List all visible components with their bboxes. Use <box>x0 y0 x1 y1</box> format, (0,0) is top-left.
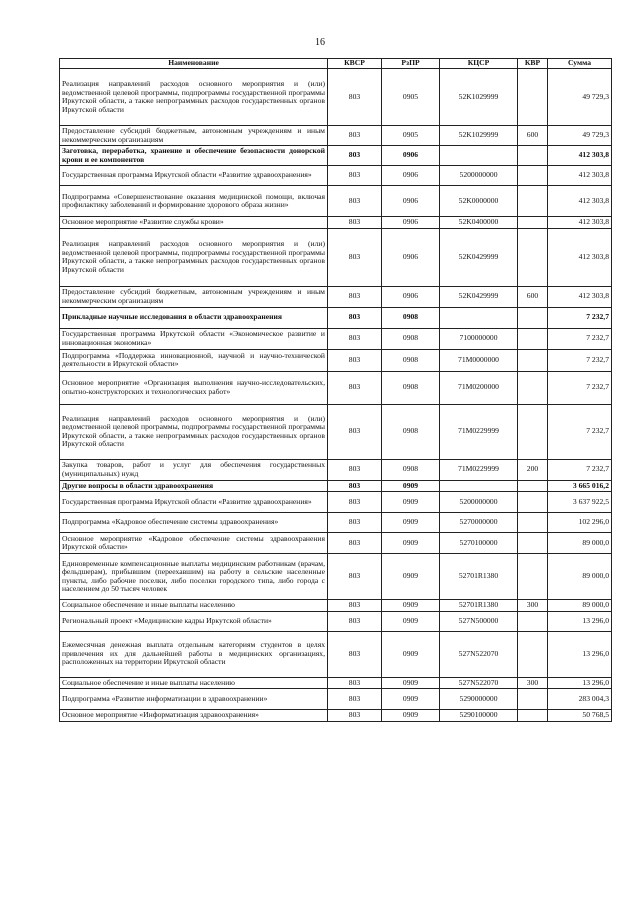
cell-rzpr: 0909 <box>382 600 440 612</box>
cell-kvsr: 803 <box>328 600 382 612</box>
cell-sum: 7 232,7 <box>548 459 612 480</box>
table-row <box>60 710 612 722</box>
table-row <box>60 677 612 689</box>
cell-kvsr: 803 <box>328 513 382 533</box>
cell-kvr <box>518 349 548 371</box>
cell-sum: 13 296,0 <box>548 611 612 631</box>
cell-kcsr <box>440 146 518 166</box>
cell-rzpr: 0909 <box>382 513 440 533</box>
cell-kvsr: 803 <box>328 459 382 480</box>
cell-kcsr: 52701R1380 <box>440 554 518 600</box>
cell-rzpr: 0908 <box>382 404 440 459</box>
cell-name: Закупка товаров, работ и услуг для обеспечения государственных (муниципальных) нужд <box>60 459 328 480</box>
cell-name: Предоставление субсидий бюджетным, автономным учреждениям и иным некоммерческим организациям <box>60 126 328 146</box>
cell-kcsr: 52K1029999 <box>440 69 518 126</box>
cell-name: Реализация направлений расходов основного мероприятия и (или) ведомственной целевой программы, подпрограммы государственной программы Иркутской области, а также непрограммных расходов государственных органов Иркутской области <box>60 404 328 459</box>
cell-kvr <box>518 166 548 186</box>
table-row <box>60 286 612 307</box>
cell-kcsr: 527N500000 <box>440 611 518 631</box>
cell-kvsr: 803 <box>328 689 382 710</box>
cell-kvsr: 803 <box>328 404 382 459</box>
table-row <box>60 492 612 513</box>
cell-kcsr: 5290000000 <box>440 689 518 710</box>
cell-sum: 412 303,8 <box>548 228 612 286</box>
cell-rzpr: 0908 <box>382 349 440 371</box>
cell-kvsr: 803 <box>328 492 382 513</box>
cell-name: Государственная программа Иркутской области «Развитие здравоохранения» <box>60 492 328 513</box>
cell-kvr <box>518 480 548 492</box>
cell-name: Подпрограмма «Совершенствование оказания медицинской помощи, включая профилактику заболеваний и формирование здорового образа жизни» <box>60 186 328 217</box>
table-row <box>60 404 612 459</box>
cell-name: Государственная программа Иркутской области «Экономическое развитие и инновационная экономика» <box>60 328 328 349</box>
cell-sum: 7 232,7 <box>548 328 612 349</box>
cell-kvr <box>518 146 548 166</box>
table-row <box>60 371 612 404</box>
cell-sum: 7 232,7 <box>548 371 612 404</box>
header-sum: Сумма <box>548 59 612 69</box>
cell-rzpr: 0909 <box>382 480 440 492</box>
cell-kcsr <box>440 480 518 492</box>
table-row <box>60 126 612 146</box>
cell-name: Подпрограмма «Развитие информатизации в здравоохранении» <box>60 689 328 710</box>
cell-kcsr: 5270000000 <box>440 513 518 533</box>
cell-name: Подпрограмма «Поддержка инновационной, научной и научно-технической деятельности в Иркутской области» <box>60 349 328 371</box>
cell-kcsr <box>440 307 518 328</box>
cell-kvsr: 803 <box>328 307 382 328</box>
table-row <box>60 533 612 554</box>
cell-kvr: 300 <box>518 677 548 689</box>
cell-sum: 102 296,0 <box>548 513 612 533</box>
cell-rzpr: 0909 <box>382 611 440 631</box>
cell-name: Подпрограмма «Кадровое обеспечение системы здравоохранения» <box>60 513 328 533</box>
cell-kvsr: 803 <box>328 611 382 631</box>
cell-rzpr: 0906 <box>382 146 440 166</box>
cell-rzpr: 0906 <box>382 166 440 186</box>
cell-kvr: 600 <box>518 126 548 146</box>
cell-kcsr: 52K0429999 <box>440 228 518 286</box>
cell-kcsr: 5270100000 <box>440 533 518 554</box>
cell-kcsr: 52K0000000 <box>440 186 518 217</box>
cell-kcsr: 5200000000 <box>440 492 518 513</box>
cell-kcsr: 52K0429999 <box>440 286 518 307</box>
header-kcsr: КЦСР <box>440 59 518 69</box>
cell-rzpr: 0908 <box>382 459 440 480</box>
cell-kvr <box>518 404 548 459</box>
cell-rzpr: 0909 <box>382 554 440 600</box>
cell-name: Реализация направлений расходов основного мероприятия и (или) ведомственной целевой программы, подпрограммы государственной программы Иркутской области, а также непрограммных расходов государственных органов Иркутской области <box>60 69 328 126</box>
cell-sum: 7 232,7 <box>548 404 612 459</box>
cell-name: Основное мероприятие «Кадровое обеспечение системы здравоохранения Иркутской области» <box>60 533 328 554</box>
cell-name: Заготовка, переработка, хранение и обеспечение безопасности донорской крови и ее компонентов <box>60 146 328 166</box>
cell-name: Государственная программа Иркутской области «Развитие здравоохранения» <box>60 166 328 186</box>
cell-sum: 89 000,0 <box>548 533 612 554</box>
cell-kvr <box>518 492 548 513</box>
cell-name: Региональный проект «Медицинские кадры Иркутской области» <box>60 611 328 631</box>
table-row <box>60 631 612 677</box>
cell-kcsr: 7100000000 <box>440 328 518 349</box>
cell-sum: 50 768,5 <box>548 710 612 722</box>
cell-kvsr: 803 <box>328 533 382 554</box>
cell-rzpr: 0906 <box>382 186 440 217</box>
cell-kvsr: 803 <box>328 217 382 229</box>
cell-kvsr: 803 <box>328 554 382 600</box>
cell-sum: 13 296,0 <box>548 677 612 689</box>
cell-kcsr: 52701R1380 <box>440 600 518 612</box>
cell-sum: 412 303,8 <box>548 217 612 229</box>
cell-kvsr: 803 <box>328 146 382 166</box>
cell-sum: 412 303,8 <box>548 166 612 186</box>
cell-kcsr: 71M0200000 <box>440 371 518 404</box>
cell-sum: 3 637 922,5 <box>548 492 612 513</box>
table-row <box>60 611 612 631</box>
page-number: 16 <box>315 37 325 48</box>
cell-rzpr: 0909 <box>382 710 440 722</box>
cell-sum: 7 232,7 <box>548 307 612 328</box>
cell-sum: 3 665 016,2 <box>548 480 612 492</box>
header-kvsr: КВСР <box>328 59 382 69</box>
cell-kcsr: 527N522070 <box>440 631 518 677</box>
cell-kcsr: 52K1029999 <box>440 126 518 146</box>
cell-kvsr: 803 <box>328 677 382 689</box>
header-rzpr: РзПР <box>382 59 440 69</box>
table-row <box>60 554 612 600</box>
cell-kvr: 300 <box>518 600 548 612</box>
cell-name: Основное мероприятие «Организация выполнения научно-исследовательских, опытно-конструкторских и технологических работ» <box>60 371 328 404</box>
table-body <box>60 69 612 722</box>
table-row <box>60 459 612 480</box>
cell-sum: 49 729,3 <box>548 69 612 126</box>
cell-sum: 89 000,0 <box>548 554 612 600</box>
cell-sum: 89 000,0 <box>548 600 612 612</box>
cell-name: Прикладные научные исследования в области здравоохранения <box>60 307 328 328</box>
cell-kvsr: 803 <box>328 480 382 492</box>
cell-rzpr: 0909 <box>382 533 440 554</box>
table-row <box>60 513 612 533</box>
cell-kvsr: 803 <box>328 286 382 307</box>
budget-table <box>59 58 612 722</box>
table-row <box>60 217 612 229</box>
cell-rzpr: 0905 <box>382 126 440 146</box>
cell-rzpr: 0908 <box>382 328 440 349</box>
cell-kvsr: 803 <box>328 631 382 677</box>
cell-kvsr: 803 <box>328 166 382 186</box>
cell-name: Другие вопросы в области здравоохранения <box>60 480 328 492</box>
cell-kvr <box>518 371 548 404</box>
cell-kvr: 600 <box>518 286 548 307</box>
table-row <box>60 228 612 286</box>
cell-kvr <box>518 689 548 710</box>
cell-name: Социальное обеспечение и иные выплаты населению <box>60 600 328 612</box>
cell-kvsr: 803 <box>328 228 382 286</box>
cell-kvr <box>518 186 548 217</box>
table-row <box>60 166 612 186</box>
cell-kvsr: 803 <box>328 126 382 146</box>
header-row <box>60 59 612 69</box>
cell-name: Социальное обеспечение и иные выплаты населению <box>60 677 328 689</box>
cell-name: Единовременные компенсационные выплаты медицинским работникам (врачам, фельдшерам), прибывшим (переехавшим) на работу в сельские населенные пункты, либо рабочие поселки, либо поселки городского типа, либо города с населением до 50 тысяч человек <box>60 554 328 600</box>
cell-kcsr: 527N522070 <box>440 677 518 689</box>
cell-kvsr: 803 <box>328 328 382 349</box>
header-kvr: КВР <box>518 59 548 69</box>
table-row <box>60 69 612 126</box>
cell-rzpr: 0906 <box>382 228 440 286</box>
cell-sum: 13 296,0 <box>548 631 612 677</box>
table-header <box>60 59 612 69</box>
table-row <box>60 146 612 166</box>
cell-kvsr: 803 <box>328 349 382 371</box>
cell-name: Предоставление субсидий бюджетным, автономным учреждениям и иным некоммерческим организациям <box>60 286 328 307</box>
cell-rzpr: 0909 <box>382 631 440 677</box>
cell-kvsr: 803 <box>328 186 382 217</box>
cell-kvr <box>518 710 548 722</box>
cell-sum: 412 303,8 <box>548 186 612 217</box>
cell-kvr <box>518 554 548 600</box>
cell-rzpr: 0908 <box>382 307 440 328</box>
cell-kvsr: 803 <box>328 69 382 126</box>
table-row <box>60 307 612 328</box>
cell-rzpr: 0905 <box>382 69 440 126</box>
header-name: Наименование <box>60 59 328 69</box>
cell-rzpr: 0909 <box>382 689 440 710</box>
cell-kvr: 200 <box>518 459 548 480</box>
cell-sum: 412 303,8 <box>548 286 612 307</box>
cell-name: Ежемесячная денежная выплата отдельным категориям студентов в целях привлечения их для дальнейшей работы в медицинских организациях, расположенных на территории Иркутской области <box>60 631 328 677</box>
cell-kvr <box>518 631 548 677</box>
cell-kvr <box>518 533 548 554</box>
cell-rzpr: 0909 <box>382 492 440 513</box>
cell-rzpr: 0909 <box>382 677 440 689</box>
cell-kcsr: 5200000000 <box>440 166 518 186</box>
table-row <box>60 480 612 492</box>
cell-name: Реализация направлений расходов основного мероприятия и (или) ведомственной целевой программы, подпрограммы государственной программы Иркутской области, а также непрограммных расходов государственных органов Иркутской области <box>60 228 328 286</box>
cell-sum: 49 729,3 <box>548 126 612 146</box>
cell-kvr <box>518 228 548 286</box>
cell-name: Основное мероприятие «Развитие службы крови» <box>60 217 328 229</box>
table-row <box>60 186 612 217</box>
table-row <box>60 600 612 612</box>
cell-kcsr: 71M0229999 <box>440 404 518 459</box>
cell-kvsr: 803 <box>328 371 382 404</box>
cell-kcsr: 52K0400000 <box>440 217 518 229</box>
table-row <box>60 349 612 371</box>
cell-sum: 7 232,7 <box>548 349 612 371</box>
cell-rzpr: 0908 <box>382 371 440 404</box>
table-row <box>60 328 612 349</box>
cell-rzpr: 0906 <box>382 217 440 229</box>
cell-kvr <box>518 611 548 631</box>
cell-kvr <box>518 69 548 126</box>
cell-kcsr: 71M0229999 <box>440 459 518 480</box>
table-row <box>60 689 612 710</box>
cell-kvsr: 803 <box>328 710 382 722</box>
cell-sum: 412 303,8 <box>548 146 612 166</box>
cell-name: Основное мероприятие «Информатизация здравоохранения» <box>60 710 328 722</box>
cell-kvr <box>518 217 548 229</box>
cell-kvr <box>518 328 548 349</box>
cell-kvr <box>518 307 548 328</box>
cell-kcsr: 5290100000 <box>440 710 518 722</box>
cell-rzpr: 0906 <box>382 286 440 307</box>
cell-kvr <box>518 513 548 533</box>
cell-kcsr: 71M0000000 <box>440 349 518 371</box>
cell-sum: 283 004,3 <box>548 689 612 710</box>
